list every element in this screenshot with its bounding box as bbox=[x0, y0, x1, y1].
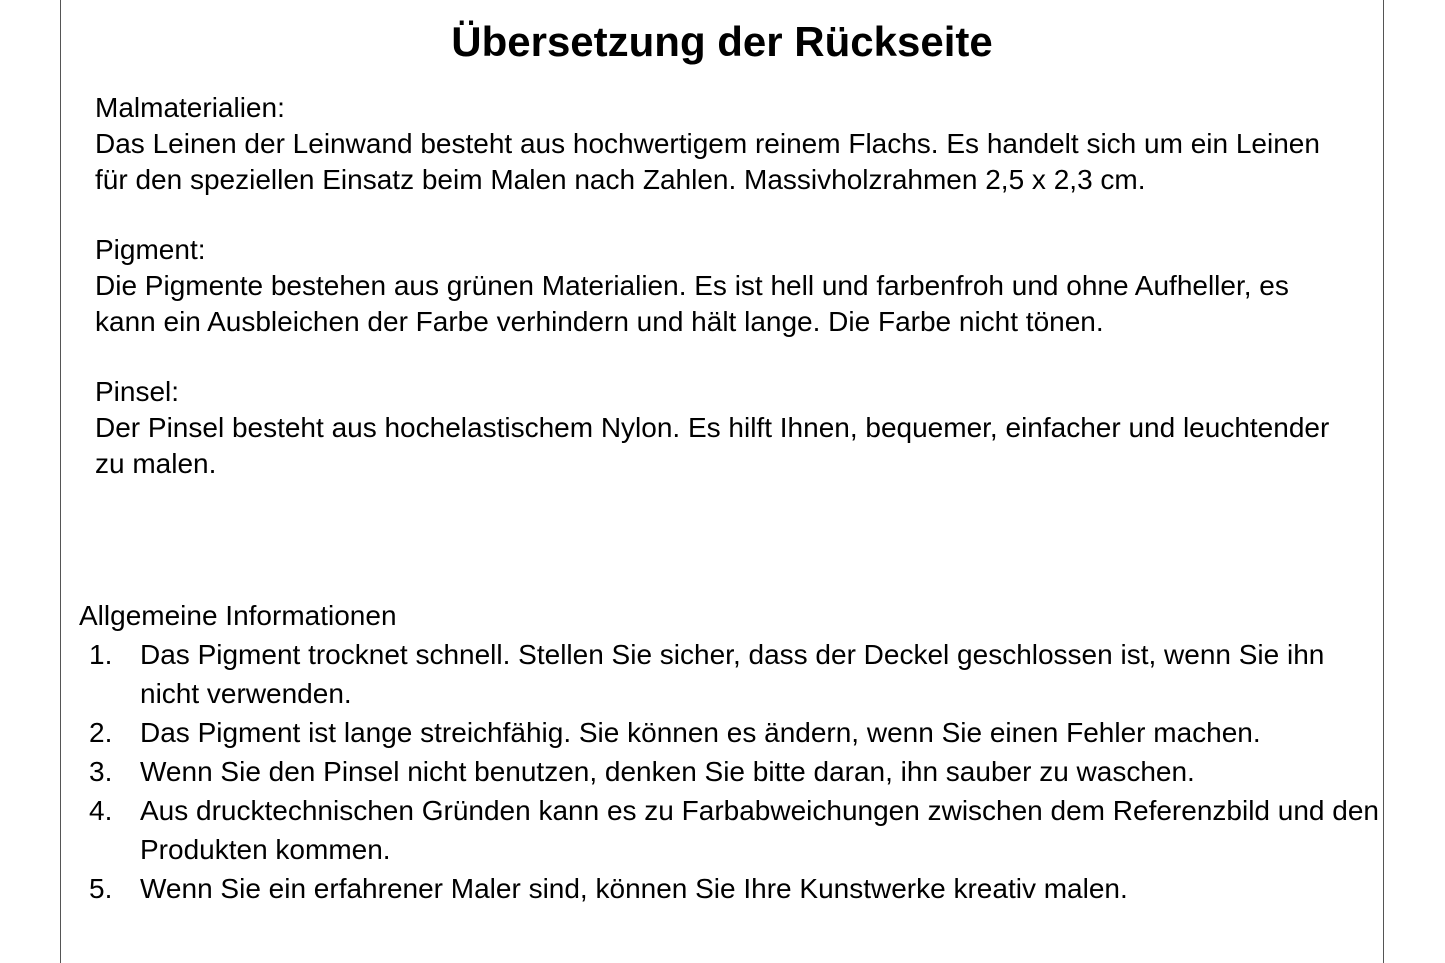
section-body: Der Pinsel besteht aus hochelastischem Nylon. Es hilft Ihnen, bequemer, einfacher und leuchtender zu malen. bbox=[95, 412, 1330, 479]
list-item bbox=[79, 752, 1379, 791]
section-body: Die Pigmente bestehen aus grünen Materialien. Es ist hell und farbenfroh und ohne Aufheller, es kann ein Ausbleichen der Farbe verhindern und hält lange. Die Farbe nicht tönen. bbox=[95, 270, 1289, 337]
list-item-text: Aus drucktechnischen Gründen kann es zu Farbabweichungen zwischen dem Referenzbild und den Produkten kommen. bbox=[140, 795, 1379, 865]
section-brush bbox=[95, 374, 1345, 482]
list-item-text: Wenn Sie den Pinsel nicht benutzen, denken Sie bitte daran, ihn sauber zu waschen. bbox=[140, 756, 1195, 787]
list-number: 5. bbox=[89, 873, 113, 904]
list-item bbox=[79, 713, 1379, 752]
list-item bbox=[79, 869, 1379, 908]
list-item bbox=[79, 791, 1379, 869]
list-item-text: Das Pigment trocknet schnell. Stellen Sie sicher, dass der Deckel geschlossen ist, wenn Sie ihn nicht verwenden. bbox=[140, 639, 1325, 709]
list-number: 4. bbox=[89, 795, 113, 826]
section-heading: Pigment: bbox=[95, 234, 206, 265]
document-page bbox=[60, 0, 1384, 963]
list-number: 1. bbox=[89, 639, 113, 670]
section-body: Das Leinen der Leinwand besteht aus hochwertigem reinem Flachs. Es handelt sich um ein Leinen für den speziellen Einsatz beim Malen nach Zahlen. Massivholzrahmen 2,5 x 2,3 cm. bbox=[95, 128, 1320, 195]
general-information bbox=[79, 596, 1379, 908]
general-list bbox=[79, 635, 1379, 908]
general-heading: Allgemeine Informationen bbox=[79, 600, 397, 631]
product-sections bbox=[95, 90, 1345, 516]
list-item-text: Das Pigment ist lange streichfähig. Sie können es ändern, wenn Sie einen Fehler machen. bbox=[140, 717, 1261, 748]
section-heading: Malmaterialien: bbox=[95, 92, 285, 123]
section-materials bbox=[95, 90, 1345, 198]
section-heading: Pinsel: bbox=[95, 376, 180, 407]
page-title: Übersetzung der Rückseite bbox=[451, 18, 993, 65]
list-number: 2. bbox=[89, 717, 113, 748]
section-pigment bbox=[95, 232, 1345, 340]
list-item-text: Wenn Sie ein erfahrener Maler sind, können Sie Ihre Kunstwerke kreativ malen. bbox=[140, 873, 1128, 904]
list-item bbox=[79, 635, 1379, 713]
list-number: 3. bbox=[89, 756, 113, 787]
